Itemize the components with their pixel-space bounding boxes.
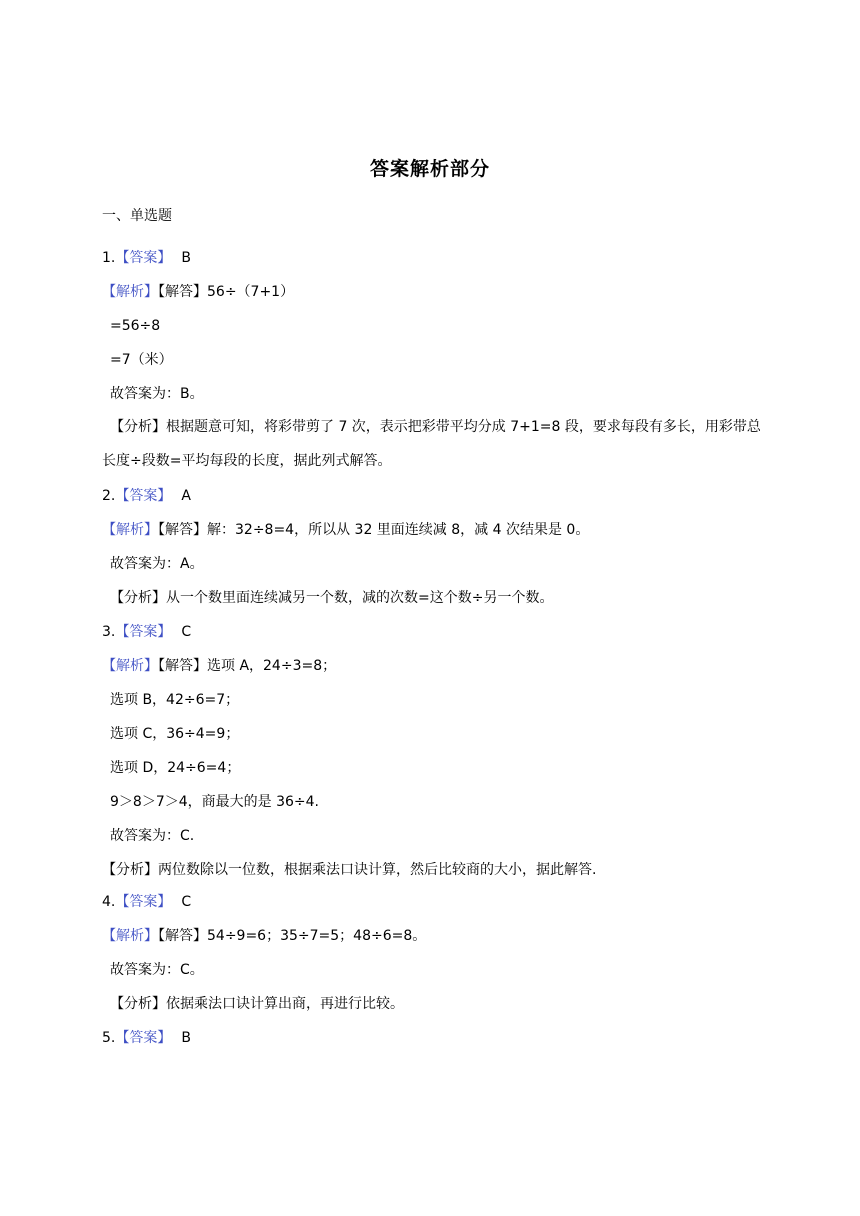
answer-tag: 【答案】 — [115, 250, 172, 266]
q3-number: 3. — [102, 624, 116, 640]
q1-solution-text: 56÷（7+1） — [207, 284, 295, 300]
q2-answer-value: A — [181, 488, 191, 504]
page-title: 答案解析部分 — [369, 158, 490, 180]
q2-conclusion: 故答案为：A。 — [110, 556, 204, 572]
answer-tag: 【答案】 — [115, 1030, 172, 1046]
q1-solution-line — [102, 282, 294, 302]
q4-solution-text: 54÷9=6；35÷7=5；48÷6=8。 — [207, 928, 427, 944]
answer-tag: 【答案】 — [115, 488, 172, 504]
fenxi-tag: 【分析】 — [110, 419, 166, 435]
q4-answer-value: C — [181, 894, 192, 910]
q4-conclusion: 故答案为：C。 — [110, 962, 204, 978]
q5-number: 5. — [102, 1030, 116, 1046]
q4-number: 4. — [102, 894, 116, 910]
q2-number: 2. — [102, 488, 116, 504]
jiexi-tag: 【解析】 — [102, 658, 158, 674]
jiexi-tag: 【解析】 — [102, 284, 158, 300]
jiexi-tag: 【解析】 — [102, 522, 158, 538]
q4-solution-line — [102, 926, 426, 946]
jieda-tag: 【解答】 — [158, 522, 207, 538]
jieda-tag: 【解答】 — [158, 284, 207, 300]
q2-analysis — [110, 588, 553, 608]
q5-answer-line — [102, 1028, 191, 1048]
q2-answer-line — [102, 486, 191, 506]
q1-answer-value: B — [181, 250, 191, 266]
q3-solution-line — [102, 656, 336, 676]
answer-tag: 【答案】 — [115, 624, 172, 640]
q3-step: 选项 C，36÷4=9； — [110, 726, 240, 742]
q1-analysis-text: 根据题意可知，将彩带剪了 7 次，表示把彩带平均分成 7+1=8 段，要求每段有多长，用彩带总长度÷段数=平均每段的长度，据此列式解答。 — [102, 419, 761, 469]
jiexi-tag: 【解析】 — [102, 928, 158, 944]
q3-conclusion: 故答案为：C. — [110, 828, 195, 844]
q1-number: 1. — [102, 250, 116, 266]
q3-solution-text: 选项 A，24÷3=8； — [207, 658, 337, 674]
q2-analysis-text: 从一个数里面连续减另一个数，减的次数=这个数÷另一个数。 — [166, 590, 554, 606]
q4-answer-line — [102, 892, 191, 912]
q4-analysis-text: 依据乘法口诀计算出商，再进行比较。 — [166, 996, 404, 1012]
q1-answer-line — [102, 248, 191, 268]
q3-analysis — [102, 860, 596, 880]
fenxi-tag: 【分析】 — [110, 590, 166, 606]
answer-tag: 【答案】 — [115, 894, 172, 910]
q1-conclusion: 故答案为：B。 — [110, 386, 204, 402]
q1-step: =56÷8 — [110, 318, 161, 334]
fenxi-tag: 【分析】 — [110, 996, 166, 1012]
q2-solution-text: 解：32÷8=4，所以从 32 里面连续减 8，减 4 次结果是 0。 — [207, 522, 590, 538]
q5-answer-value: B — [181, 1030, 191, 1046]
q3-step: 选项 B，42÷6=7； — [110, 692, 240, 708]
q3-comparison: 9＞8＞7＞4，商最大的是 36÷4. — [110, 794, 319, 810]
q3-answer-line — [102, 622, 191, 642]
q1-analysis — [102, 410, 762, 478]
jieda-tag: 【解答】 — [158, 928, 207, 944]
jieda-tag: 【解答】 — [158, 658, 207, 674]
q3-analysis-text: 两位数除以一位数，根据乘法口诀计算，然后比较商的大小，据此解答. — [158, 862, 597, 878]
q3-step: 选项 D，24÷6=4； — [110, 760, 241, 776]
fenxi-tag: 【分析】 — [102, 862, 158, 878]
q3-answer-value: C — [181, 624, 192, 640]
q2-solution-line — [102, 520, 589, 540]
section-heading: 一、单选题 — [102, 208, 172, 224]
q1-step: =7（米） — [110, 352, 173, 368]
q4-analysis — [110, 994, 404, 1014]
